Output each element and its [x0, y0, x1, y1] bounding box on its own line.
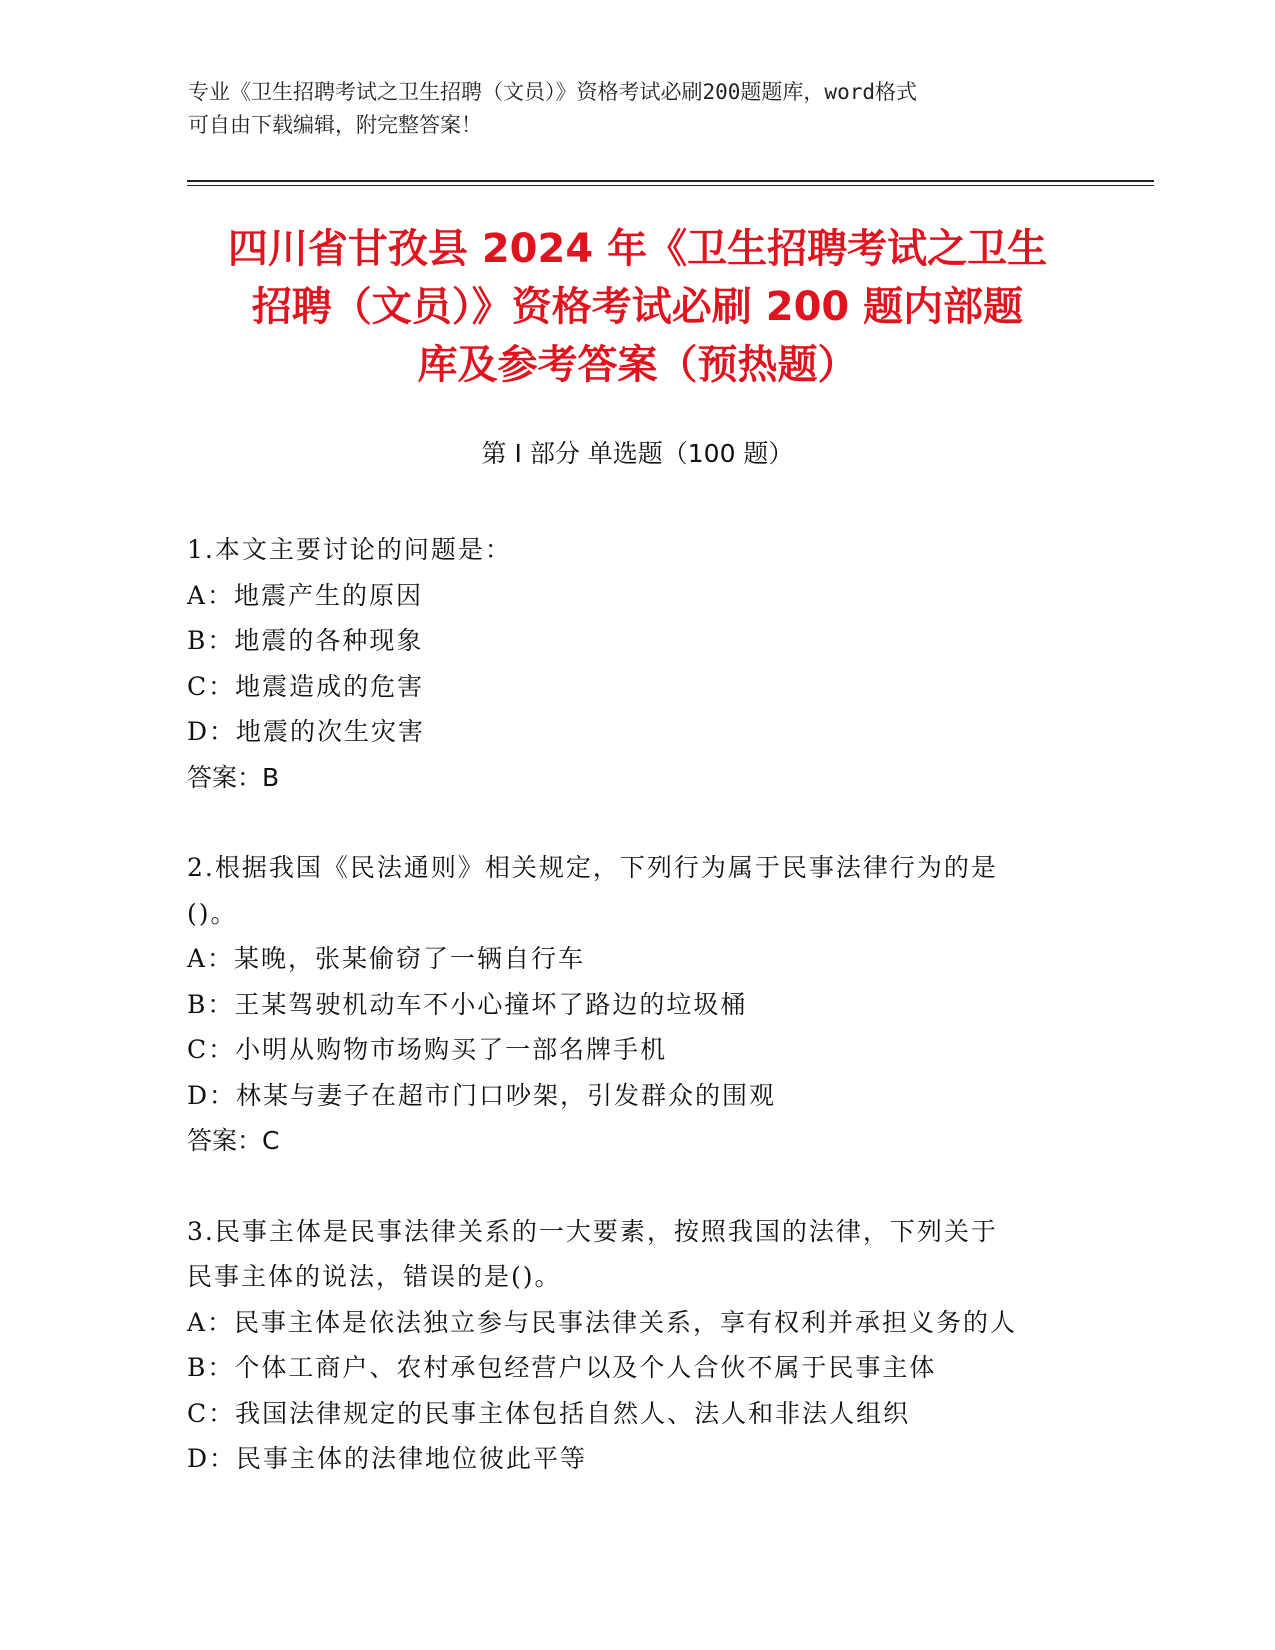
- question-stem-continued: 民事主体的说法，错误的是()。: [187, 1262, 562, 1291]
- question-3: [187, 1209, 1087, 1482]
- header-divider-thick: [187, 180, 1154, 182]
- option-d: D：地震的次生灾害: [187, 717, 426, 746]
- header-line-2: 可自由下载编辑，附完整答案！: [188, 113, 482, 137]
- option-a: A：地震产生的原因: [187, 580, 424, 610]
- question-1: [187, 527, 1087, 800]
- question-stem: 1.本文主要讨论的问题是：: [187, 535, 512, 564]
- option-c: C：小明从购物市场购买了一部名牌手机: [187, 1035, 668, 1064]
- option-b: B：王某驾驶机动车不小心撞坏了路边的垃圾桶: [187, 989, 748, 1019]
- title-line-1: 四川省甘孜县 2024 年《卫生招聘考试之卫生: [227, 226, 1048, 272]
- section-heading: 第 I 部分 单选题（100 题）: [481, 439, 794, 468]
- title-line-3: 库及参考答案（预热题）: [417, 342, 858, 388]
- answer-label: 答案：C: [187, 1126, 280, 1155]
- option-b: B：地震的各种现象: [187, 626, 424, 655]
- option-c: C：地震造成的危害: [187, 671, 425, 701]
- document-title: [170, 220, 1105, 394]
- header-divider-thin: [187, 185, 1154, 186]
- question-stem: 3.民事主体是民事法律关系的一大要素，按照我国的法律，下列关于: [187, 1216, 998, 1246]
- document-header: [188, 76, 1088, 142]
- spacer: [187, 800, 1087, 845]
- question-2: [187, 845, 1087, 1164]
- option-a: A：某晚，张某偷窃了一辆自行车: [187, 944, 586, 973]
- option-d: D：民事主体的法律地位彼此平等: [187, 1444, 588, 1473]
- header-line-1: 专业《卫生招聘考试之卫生招聘（文员）》资格考试必刷200题题库，word格式: [188, 80, 917, 104]
- option-d: D：林某与妻子在超市门口吵架，引发群众的围观: [187, 1080, 777, 1110]
- option-a: A：民事主体是依法独立参与民事法律关系，享有权利并承担义务的人: [187, 1307, 1018, 1337]
- answer-label: 答案：B: [187, 762, 280, 792]
- title-line-2: 招聘（文员）》资格考试必刷 200 题内部题: [251, 284, 1024, 330]
- spacer: [187, 1164, 1087, 1209]
- option-b: B：个体工商户、农村承包经营户以及个人合伙不属于民事主体: [187, 1353, 937, 1382]
- question-stem-continued: ()。: [187, 898, 238, 928]
- question-stem: 2.根据我国《民法通则》相关规定，下列行为属于民事法律行为的是: [187, 853, 998, 882]
- option-c: C：我国法律规定的民事主体包括自然人、法人和非法人组织: [187, 1398, 911, 1428]
- question-list: [187, 527, 1087, 1482]
